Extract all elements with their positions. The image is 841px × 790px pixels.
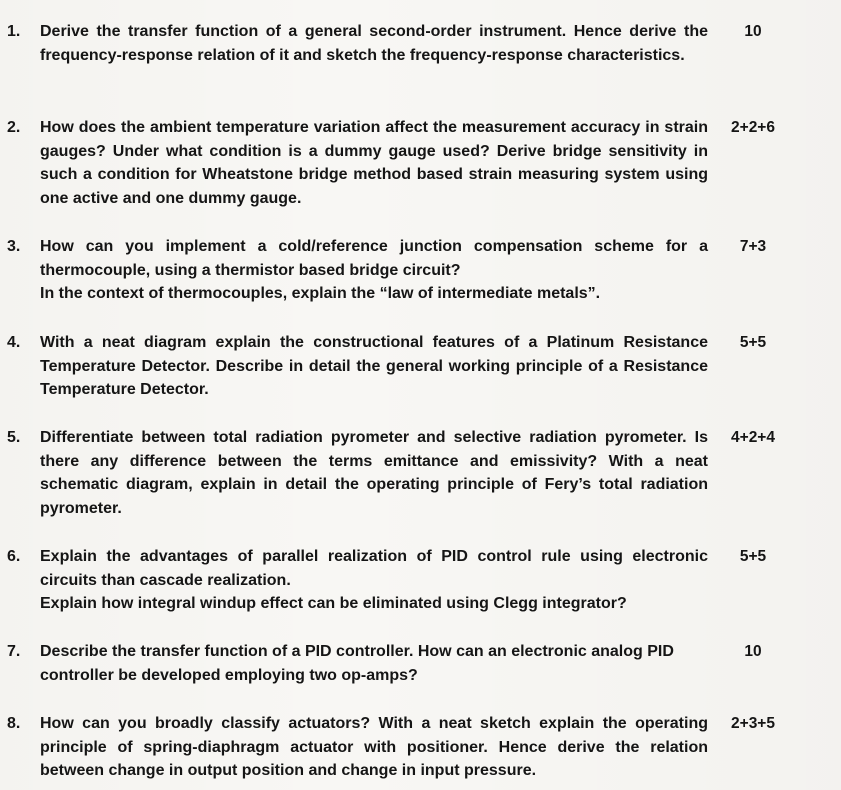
question-text <box>40 640 708 687</box>
question-marks: 5+5 <box>739 548 767 565</box>
question-marks: 5+5 <box>739 334 767 351</box>
question-text <box>40 116 708 210</box>
question-paragraph: Explain the advantages of parallel realization of PID control rule using electronic circuits than cascade realization. <box>40 548 708 589</box>
question-number: 6. <box>7 548 21 565</box>
question-number: 7. <box>7 643 21 660</box>
question-number: 3. <box>7 238 21 255</box>
question-marks: 7+3 <box>739 238 767 255</box>
question-number: 5. <box>7 429 21 446</box>
question-paragraph: Differentiate between total radiation pyrometer and selective radiation pyrometer. Is there any difference between the terms emittance and emissivity? With a neat schematic diagram, explain in detail the operating principle of Fery’s total radiation pyrometer. <box>40 429 708 517</box>
question-text <box>40 545 708 616</box>
question-marks: 4+2+4 <box>731 429 775 446</box>
question-marks: 2+3+5 <box>731 715 775 732</box>
question-number: 2. <box>7 119 21 136</box>
question-number: 4. <box>7 334 21 351</box>
question-paragraph: In the context of thermocouples, explain the “law of intermediate metals”. <box>40 285 601 302</box>
question-paragraph: How can you broadly classify actuators? With a neat sketch explain the operating principle of spring-diaphragm actuator with positioner. Hence derive the relation between change in output position and change in input pressure. <box>40 715 708 779</box>
question-paragraph: Explain how integral windup effect can be eliminated using Clegg integrator? <box>40 595 627 612</box>
question-paragraph: How can you implement a cold/reference junction compensation scheme for a thermocouple, using a thermistor based bridge circuit? <box>40 238 708 279</box>
question-paragraph: With a neat diagram explain the constructional features of a Platinum Resistance Temperature Detector. Describe in detail the general working principle of a Resistance Temperature Detector. <box>40 334 708 398</box>
question-text <box>40 235 708 306</box>
question-text <box>40 712 708 783</box>
question-marks: 10 <box>744 643 762 660</box>
question-paragraph: How does the ambient temperature variation affect the measurement accuracy in strain gauges? Under what condition is a dummy gauge used? Derive bridge sensitivity in such a condition for Wheatstone bridge method based strain measuring system using one active and one dummy gauge. <box>40 119 708 207</box>
question-paragraph: Derive the transfer function of a general second-order instrument. Hence derive the frequency-response relation of it and sketch the frequency-response characteristics. <box>40 23 708 64</box>
question-marks: 2+2+6 <box>731 119 775 136</box>
question-text <box>40 426 708 520</box>
question-marks: 10 <box>744 23 762 40</box>
question-text <box>40 331 708 402</box>
question-number: 8. <box>7 715 21 732</box>
question-paragraph: Describe the transfer function of a PID controller. How can an electronic analog PID controller be developed employing two op-amps? <box>40 643 674 684</box>
question-number: 1. <box>7 23 21 40</box>
question-text <box>40 20 708 67</box>
